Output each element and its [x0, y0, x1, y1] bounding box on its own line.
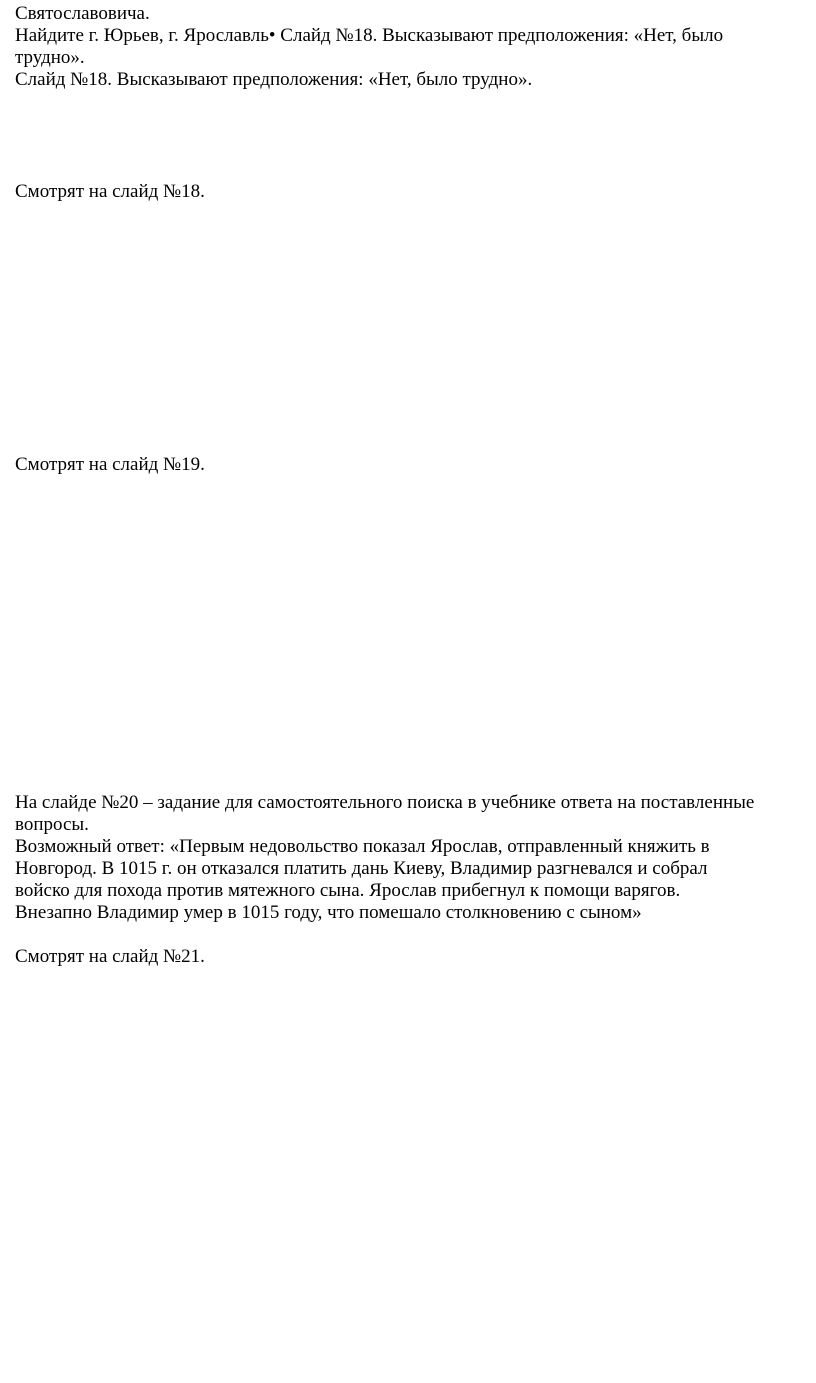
text-line: войско для похода против мятежного сына. Ярослав прибегнул к помощи варягов. [15, 880, 681, 901]
text-line: Внезапно Владимир умер в 1015 году, что помешало столкновению с сыном» [15, 902, 642, 923]
document-block-slide-19 [15, 454, 805, 476]
document-block-intro [15, 3, 805, 91]
text-line: Смотрят на слайд №19. [15, 454, 205, 475]
text-line: На слайде №20 – задание для самостоятельного поиска в учебнике ответа на поставленные [15, 792, 755, 813]
paragraph-gap [15, 924, 805, 946]
text-line: Святославовича. [15, 3, 150, 24]
text-line: Смотрят на слайд №21. [15, 946, 205, 967]
document-block-slide-20 [15, 792, 805, 968]
text-line: Слайд №18. Высказывают предположения: «Нет, было трудно». [15, 69, 533, 90]
text-line: Возможный ответ: «Первым недовольство показал Ярослав, отправленный княжить в [15, 836, 710, 857]
text-line: Новгород. В 1015 г. он отказался платить дань Киеву, Владимир разгневался и собрал [15, 858, 708, 879]
text-line: вопросы. [15, 814, 89, 835]
text-line: Смотрят на слайд №18. [15, 181, 205, 202]
text-line: трудно». [15, 47, 85, 68]
text-line: Найдите г. Юрьев, г. Ярославль• Слайд №18. Высказывают предположения: «Нет, было [15, 25, 724, 46]
document-block-slide-18 [15, 181, 805, 203]
